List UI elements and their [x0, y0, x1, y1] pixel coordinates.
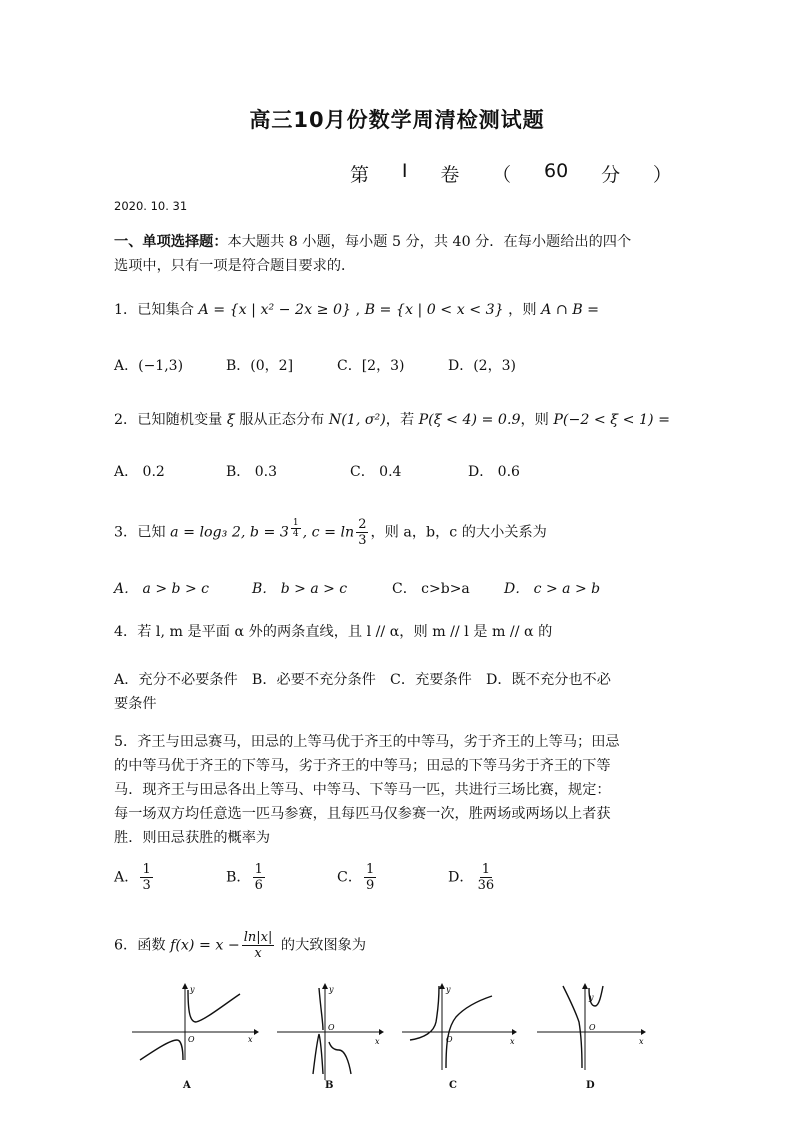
volume-heading-part: ） [652, 164, 672, 186]
option: D． c > a > b [504, 581, 601, 597]
axis-label-y: y [329, 985, 334, 994]
fraction-numerator: 2 [358, 517, 367, 533]
graph-label: C [449, 1080, 457, 1091]
graph-d [535, 982, 650, 1072]
option: C． c>b>a [392, 581, 470, 597]
fraction [364, 862, 376, 893]
question-text: 每一场双方均任意选一匹马参赛，且每匹马仅参赛一次，胜两场或两场以上者获 [114, 806, 611, 822]
curve-left [140, 1040, 183, 1060]
fraction-denominator: 3 [142, 878, 151, 893]
option: A．(−1,3) [114, 358, 184, 374]
option [337, 862, 378, 893]
math-expression: B = {x | 0 < x < 3} [364, 302, 504, 318]
option: A． 0.2 [114, 464, 165, 480]
graph-label: D [586, 1080, 595, 1091]
exponent-fraction [291, 518, 301, 539]
fraction [242, 930, 275, 961]
question-text: ，则 a，b，c 的大小关系为 [370, 524, 547, 541]
fraction-numerator: 1 [292, 518, 299, 528]
axis-label-x: x [375, 1037, 380, 1046]
question-2 [114, 408, 754, 432]
exam-date: 2020. 10. 31 [114, 199, 188, 213]
math-expression: P(ξ < 4) = 0.9 [418, 412, 521, 428]
question-text: 6．函数 [114, 937, 171, 954]
x-axis-arrow [641, 1029, 646, 1035]
axis-label-x: x [510, 1037, 515, 1046]
origin-label: O [446, 1035, 453, 1044]
section-text: 选项中，只有一项是符合题目要求的． [114, 258, 356, 274]
question-1 [114, 298, 682, 322]
graph-label: B [325, 1080, 334, 1091]
curve-left-down [313, 1034, 323, 1074]
question-text: , [351, 302, 365, 318]
volume-heading-part: I [401, 160, 408, 182]
math-expression: N(1, σ²) [328, 412, 386, 428]
y-axis-arrow [322, 983, 328, 989]
curve-left-up [319, 988, 323, 1030]
y-axis-arrow [182, 983, 188, 989]
option: C． 0.4 [350, 464, 402, 480]
fraction-numerator: 1 [366, 862, 375, 877]
fraction-numerator: 1 [254, 862, 263, 877]
math-expression: A = {x | x² − 2x ≥ 0} [198, 302, 352, 318]
graph-c [400, 982, 520, 1072]
math-expression: P(−2 < ξ < 1) = [553, 412, 670, 428]
fraction [253, 862, 265, 893]
fraction [476, 862, 497, 893]
option-label: A． [114, 869, 139, 886]
section-intro [114, 230, 682, 278]
question-text: ，则 [520, 412, 554, 428]
volume-heading-part: 60 [544, 160, 569, 182]
question-text: ，若 [385, 412, 419, 428]
fraction-denominator: x [254, 946, 262, 961]
option: D．(2，3) [448, 358, 516, 374]
x-axis-arrow [254, 1029, 259, 1035]
graph-label: A [183, 1080, 191, 1091]
x-axis-arrow [379, 1029, 384, 1035]
question-4-options [114, 668, 682, 716]
volume-heading-part: 分 [601, 164, 621, 186]
volume-heading [350, 160, 672, 187]
math-expression: ξ [226, 412, 235, 428]
math-expression: A ∩ B = [541, 302, 600, 318]
option: B． b > a > c [252, 581, 348, 597]
option [448, 862, 498, 893]
fraction-numerator: 1 [481, 862, 490, 877]
origin-label: O [188, 1035, 195, 1044]
y-axis-arrow [582, 983, 588, 989]
fraction-denominator: 4 [292, 529, 299, 539]
option: B． 0.3 [226, 464, 278, 480]
option: A．充分不必要条件 B．必要不充分条件 C．充要条件 D．既不充分也不必 [114, 672, 611, 688]
section-label: 一、单项选择题： [114, 234, 228, 250]
fraction-denominator: 36 [477, 878, 495, 893]
question-6 [114, 930, 682, 961]
question-text: 的大致图象为 [276, 937, 367, 954]
question-text: 马．现齐王与田忌各出上等马、中等马、下等马一匹，共进行三场比赛，规定： [114, 782, 611, 798]
section-text: 本大题共 8 小题，每小题 5 分，共 40 分．在每小题给出的四个 [227, 234, 632, 250]
option: D． 0.6 [468, 464, 520, 480]
fraction-denominator: 9 [366, 878, 375, 893]
axis-label-y: y [446, 985, 451, 994]
fraction-denominator: 3 [358, 533, 367, 549]
question-text: 3．已知 [114, 524, 171, 541]
fraction [356, 517, 368, 548]
question-text: 服从正态分布 [234, 412, 329, 428]
question-4: 4．若 l, m 是平面 α 外的两条直线，且 l // α，则 m // l 是 m // α 的 [114, 624, 553, 640]
math-expression: , c = ln [302, 524, 355, 541]
volume-heading-part: 卷 [440, 164, 460, 186]
option: A． a > b > c [114, 581, 209, 597]
fraction [140, 862, 152, 893]
option [114, 862, 155, 893]
graph-a [130, 982, 260, 1062]
origin-label: O [589, 1023, 596, 1032]
fraction-numerator: 1 [142, 862, 151, 877]
graph-b [275, 982, 385, 1082]
fraction-numerator: ln|x| [243, 930, 273, 945]
x-axis-arrow [512, 1029, 517, 1035]
volume-heading-part: 第 [350, 164, 370, 186]
axis-label-y: y [589, 993, 594, 1002]
math-expression: f(x) = x − [170, 937, 240, 954]
page-title: 高三10月份数学周清检测试题 [249, 108, 545, 132]
question-text: 胜．则田忌获胜的概率为 [114, 830, 271, 846]
curve-right [188, 990, 240, 1022]
math-expression: a = log₃ 2, b = 3 [170, 524, 289, 541]
axis-label-x: x [248, 1035, 253, 1044]
question-text: ，则 [503, 302, 542, 318]
option: C．[2，3) [337, 358, 405, 374]
question-5 [114, 730, 682, 850]
origin-label: O [328, 1023, 335, 1032]
option-label: B． [226, 869, 251, 886]
question-text: 2．已知随机变量 [114, 412, 227, 428]
option: 要条件 [114, 696, 157, 712]
question-text: 1．已知集合 [114, 302, 199, 318]
option [226, 862, 267, 893]
volume-heading-part: （ [492, 164, 512, 186]
axis-label-y: y [190, 985, 195, 994]
option-label: C． [337, 869, 363, 886]
question-text: 5．齐王与田忌赛马，田忌的上等马优于齐王的中等马，劣于齐王的上等马；田忌 [114, 734, 620, 750]
option: B．(0，2] [226, 358, 294, 374]
question-text: 的中等马优于齐王的下等马，劣于齐王的中等马；田忌的下等马劣于齐王的下等 [114, 758, 611, 774]
fraction-denominator: 6 [254, 878, 263, 893]
y-axis-arrow [439, 983, 445, 989]
option-label: D． [448, 869, 474, 886]
curve-left [563, 986, 582, 1068]
axis-label-x: x [639, 1037, 644, 1046]
curve-right [329, 1042, 351, 1074]
question-3 [114, 514, 682, 548]
